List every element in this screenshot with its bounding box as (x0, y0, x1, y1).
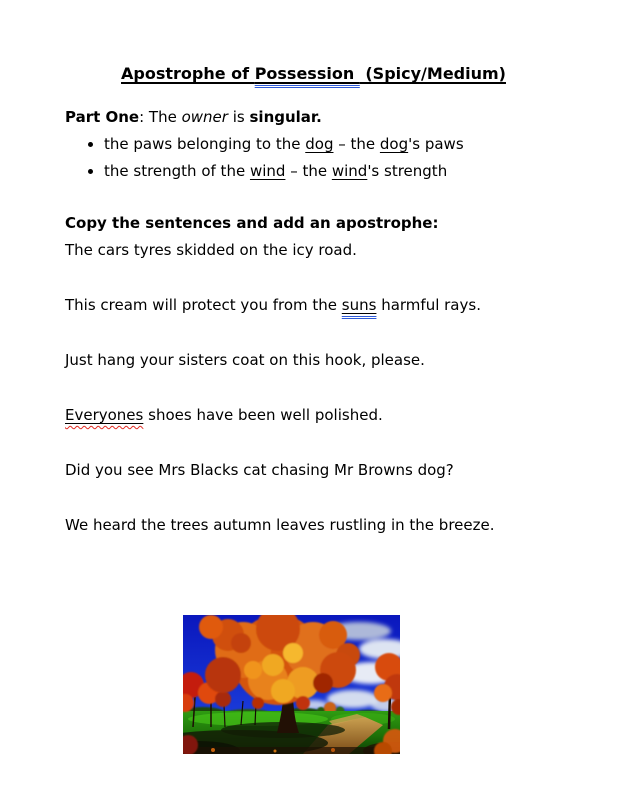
sentence-2 (65, 292, 562, 319)
example-2-mid: – the (285, 162, 332, 180)
sentence-2-post: harmful rays. (376, 296, 481, 314)
part-one-after-label: : The (139, 108, 182, 126)
list-item (104, 131, 562, 158)
example-2-underlined-word-1: wind (249, 162, 286, 180)
sentence-5: Did you see Mrs Blacks cat chasing Mr Browns dog? (65, 461, 454, 479)
sentence-4-post: shoes have been well polished. (143, 406, 383, 424)
example-1-underlined-word-1: dog (305, 135, 334, 153)
example-2-underlined-word-2: wind (331, 162, 368, 180)
example-1-mid: – the (333, 135, 380, 153)
sentence-4-marked-word: Everyones (65, 406, 144, 424)
title-part-3: (Spicy/Medium) (359, 64, 506, 83)
sentence-2-marked-word: suns (341, 296, 377, 314)
sentence-2-grammar-mark (342, 296, 377, 314)
sentence-4 (65, 402, 562, 429)
part-one-label: Part One (65, 108, 140, 126)
sentence-4-spellcheck-mark (65, 406, 143, 424)
sentence-2-pre: This cream will protect you from the (65, 296, 342, 314)
title-grammar-marked-word: Possession (254, 64, 360, 83)
example-2-pre: the strength of the (104, 162, 250, 180)
part-one-singular-word: singular. (249, 108, 322, 126)
example-1-post: 's paws (408, 135, 464, 153)
part-one-line (65, 104, 562, 131)
autumn-tree-photo-art (183, 615, 400, 754)
example-2-post: 's strength (367, 162, 448, 180)
sentence-6: We heard the trees autumn leaves rustling in the breeze. (65, 516, 495, 534)
sentence-1: The cars tyres skidded on the icy road. (65, 241, 357, 259)
example-1-underlined-word-2: dog (379, 135, 409, 153)
example-1-pre: the paws belonging to the (104, 135, 306, 153)
part-one-owner-word: owner (181, 108, 228, 126)
sentence-3: Just hang your sisters coat on this hook, please. (65, 351, 425, 369)
example-bullet-list (65, 131, 562, 185)
page-title (65, 62, 562, 86)
copy-instruction-heading: Copy the sentences and add an apostrophe: (65, 214, 439, 232)
list-item (104, 158, 562, 185)
title-part-1: Apostrophe of (121, 64, 255, 83)
autumn-tree-photo (183, 615, 400, 754)
part-one-middle: is (227, 108, 250, 126)
